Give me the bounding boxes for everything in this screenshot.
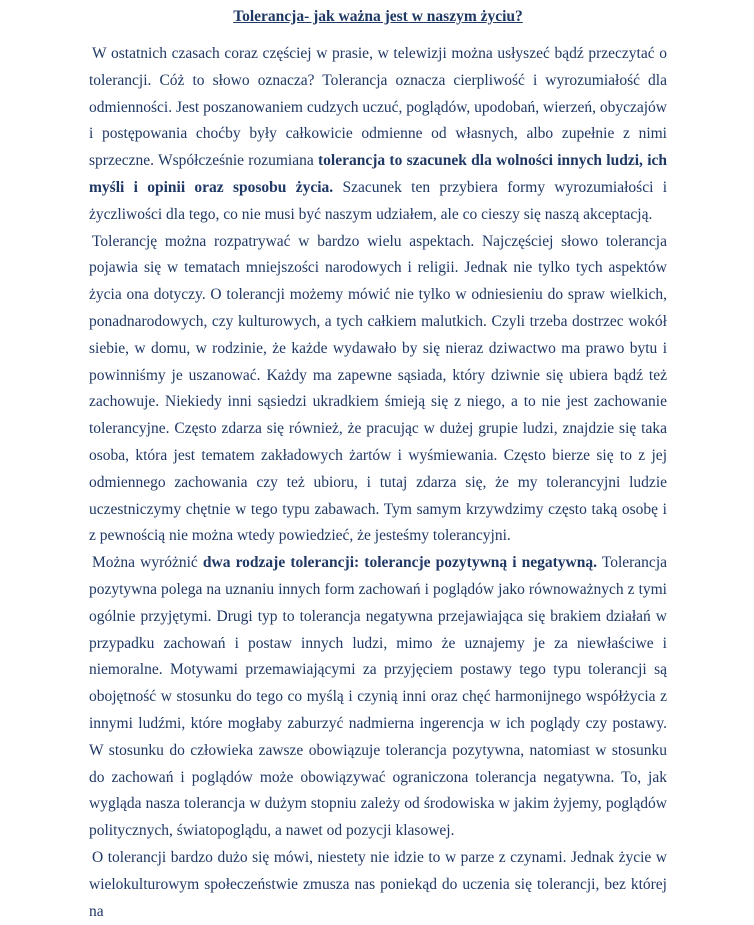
paragraph-definition-text-before: W ostatnich czasach coraz częściej w prasie, w telewizji można usłyszeć bądź przeczytać o tolerancji. Cóż to słowo oznacza? Tolerancja oznacza cierpliwość i wyrozumiałość dla odmienności. Jest poszanowaniem cudzych uczuć, poglądów, upodobań, wierzeń, obyczajów i postępowania choćby były całkowicie odmienne od własnych, albo zupełnie z nimi sprzeczne. Współcześnie rozumiana bbox=[89, 45, 667, 170]
document-title: Tolerancja- jak ważna jest w naszym życiu? bbox=[233, 8, 523, 25]
paragraph-types bbox=[89, 550, 667, 845]
paragraph-definition-text-after: Szacunek ten przybiera formy wyrozumiałości i życzliwości dla tego, co nie musi być naszym udziałem, ale co cieszy się naszą akceptacją. bbox=[89, 178, 667, 223]
paragraph-types-bold: dwa rodzaje tolerancji: tolerancje pozytywną i negatywną. bbox=[202, 554, 597, 572]
document-page bbox=[89, 0, 667, 925]
paragraph-definition bbox=[89, 41, 667, 229]
paragraph-aspects: Tolerancję można rozpatrywać w bardzo wielu aspektach. Najczęściej słowo tolerancja pojawia się w tematach mniejszości narodowych i religii. Jednak nie tylko tych aspektów życia ona dotyczy. O tolerancji możemy mówić nie tylko w odniesieniu do spraw wielkich, ponadnarodowych, czy kulturowych, a tych całkiem malutkich. Czyli trzeba dostrzec wokół siebie, w domu, w rodzinie, że każde wydawało by się nieraz dziwactwo ma prawo bytu i powinniśmy je uszanować. Każdy ma zapewne sąsiada, który dziwnie się ubiera bądź też zachowuje. Niekiedy inni sąsiedzi ukradkiem śmieją się z niego, a to nie jest zachowanie tolerancyjne. Często zdarza się również, że pracując w dużej grupie ludzi, znajdzie się taka osoba, która jest tematem zakładowych żartów i wyśmiewania. Często bierze się to z jej odmiennego zachowania czy też ubioru, i tutaj zdarza się, że my tolerancyjni ludzie uczestniczymy chętnie w tego typu zabawach. Tym samym krzywdzimy często taką osobę i z pewnością nie można wtedy powiedzieć, że jesteśmy tolerancyjni. bbox=[89, 232, 667, 545]
paragraph-types-text-before: Można wyróżnić bbox=[92, 554, 203, 572]
paragraph-types-text-after: Tolerancja pozytywna polega na uznaniu innych form zachowań i poglądów jako równoważnych z tymi ogólnie przyjętymi. Drugi typ to tolerancja negatywna przejawiająca się brakiem działań w przypadku zachowań i postaw innych ludzi, mimo że uznajemy je za niewłaściwe i niemoralne. Motywami przemawiającymi za przyjęciem postawy tego typu tolerancji są obojętność w stosunku do tego co myślą i czynią inni oraz chęć harmonijnego współżycia z innymi ludźmi, które mogłaby zaburzyć nadmierna ingerencja w ich poglądy czy postawy. W stosunku do człowieka zawsze obowiązuje tolerancja pozytywna, natomiast w stosunku do zachowań i poglądów może obowiązywać ograniczona tolerancja negatywna. To, jak wygląda nasza tolerancja w dużym stopniu zależy od środowiska w jakim żyjemy, poglądów politycznych, światopoglądu, a nawet od pozycji klasowej. bbox=[89, 554, 667, 840]
paragraph-definition-bold: tolerancja to szacunek dla wolności innych ludzi, ich myśli i opinii oraz sposobu życia. bbox=[89, 152, 667, 196]
paragraph-closing: O tolerancji bardzo dużo się mówi, niestety nie idzie to w parze z czynami. Jednak życie w wielokulturowym społeczeństwie zmusza nas poniekąd do uczenia się tolerancji, bez której na bbox=[89, 848, 667, 920]
